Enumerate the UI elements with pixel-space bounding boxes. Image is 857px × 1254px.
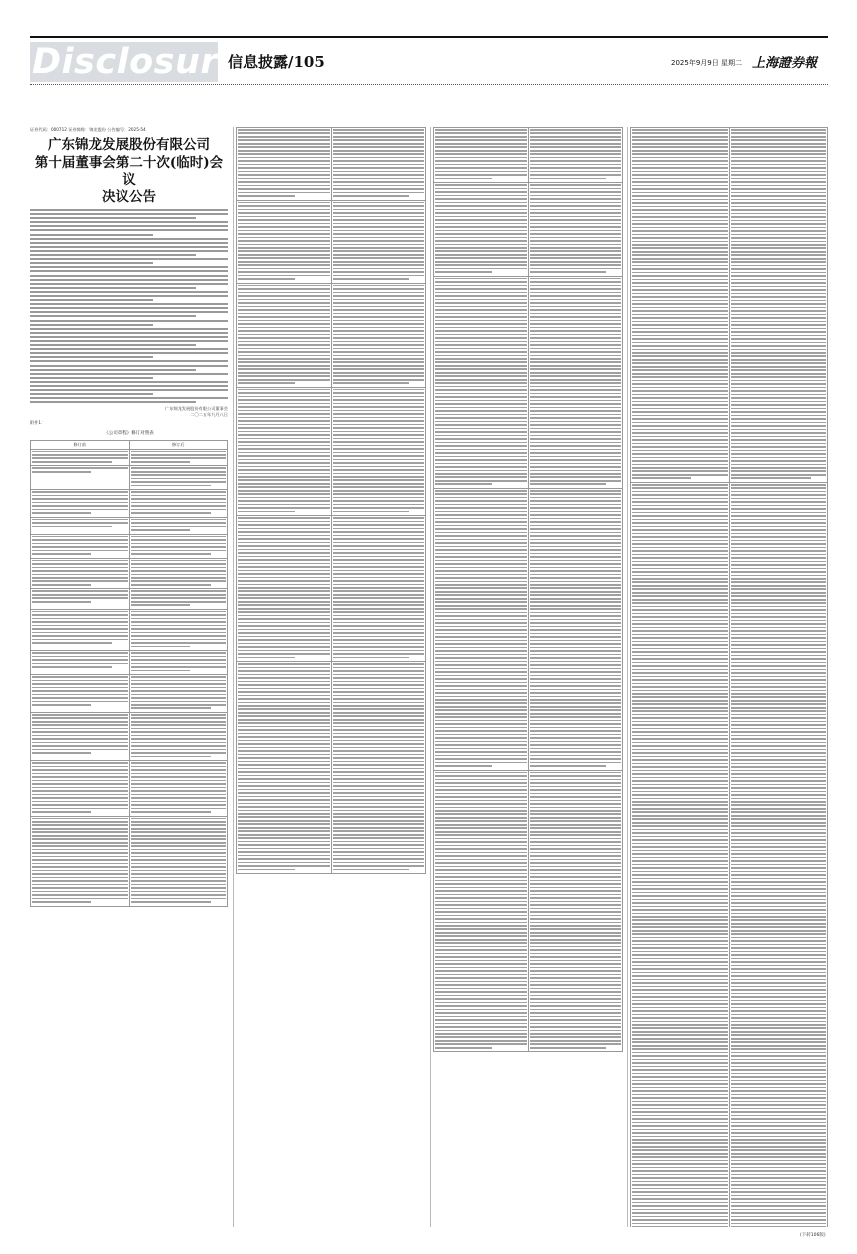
table-row — [31, 675, 228, 713]
table-row — [31, 490, 228, 517]
table-row — [631, 128, 828, 483]
column-2 — [236, 127, 426, 1227]
table-row — [31, 558, 228, 589]
table-row — [237, 200, 426, 283]
column-divider — [233, 127, 234, 1227]
table-row — [237, 387, 426, 515]
table-row — [31, 609, 228, 650]
table-row — [434, 183, 623, 277]
disclosure-logo: Disclosure — [32, 42, 243, 82]
section-title: 信息披露/105 — [228, 53, 325, 71]
comparison-table — [30, 440, 228, 907]
table-row — [31, 589, 228, 609]
comparison-table-continued — [433, 127, 623, 1052]
table-row — [31, 761, 228, 816]
comparison-table-continued — [236, 127, 426, 874]
comparison-table-title: 《公司章程》修订对照表 — [104, 430, 154, 436]
column-divider — [430, 127, 431, 1227]
attachment-label: 附件1： — [30, 419, 46, 425]
column-4 — [630, 127, 828, 1227]
newspaper-name: 上海證券報 — [752, 56, 818, 71]
column-3 — [433, 127, 623, 1227]
column-header-new: 修订后 — [129, 440, 228, 449]
signature-date: 二〇二五年九月八日 — [190, 411, 228, 417]
table-row — [237, 516, 426, 662]
table-row — [237, 662, 426, 874]
table-row — [237, 128, 426, 201]
stock-codes: 证券代码：000712 证券简称：锦龙股份 公告编号：2025-54 — [30, 127, 146, 132]
table-row — [31, 534, 228, 558]
header-divider — [30, 84, 828, 85]
company-name: 广东锦龙发展股份有限公司 — [48, 137, 210, 153]
table-row — [434, 770, 623, 1052]
column-header-old: 修订前 — [31, 440, 130, 449]
table-row — [237, 283, 426, 387]
table-row — [631, 482, 828, 1227]
column-divider — [627, 127, 628, 1227]
signature-company: 广东锦龙发展股份有限公司董事会 — [165, 405, 228, 411]
table-row — [31, 816, 228, 906]
table-row — [31, 466, 228, 490]
table-row — [31, 449, 228, 466]
table-row — [434, 128, 623, 183]
table-row — [434, 488, 623, 770]
issue-date: 2025年9月9日 星期二 — [671, 59, 742, 67]
announcement-body — [30, 209, 228, 403]
masthead-top-rule — [30, 36, 828, 38]
meeting-name: 第十届董事会第二十次(临时)会议 — [34, 155, 224, 188]
table-row — [434, 276, 623, 488]
column-1 — [30, 127, 228, 1227]
continued-note: (下转106版) — [800, 1233, 826, 1238]
table-row — [31, 651, 228, 675]
announcement-title: 决议公告 — [102, 189, 156, 205]
table-row — [31, 712, 228, 760]
comparison-table-continued — [630, 127, 828, 1227]
table-row — [31, 517, 228, 534]
